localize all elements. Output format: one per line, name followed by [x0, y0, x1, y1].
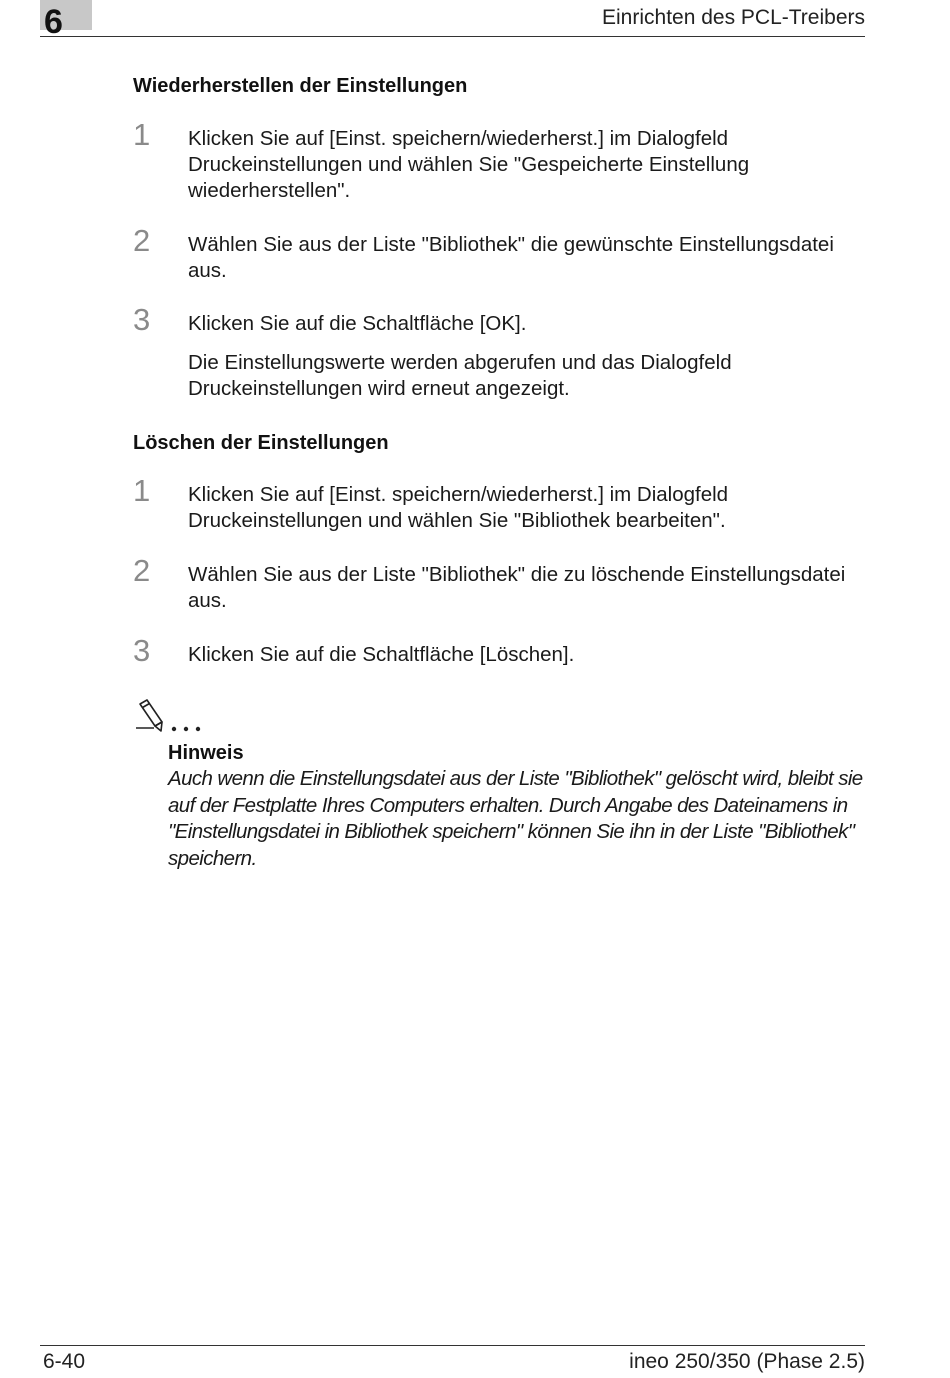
step-text: Klicken Sie auf die Schaltfläche [OK].: [188, 312, 527, 335]
section-title-delete: Löschen der Einstellungen: [133, 432, 389, 454]
page-number: 6-40: [43, 1350, 86, 1373]
note-title: Hinweis: [168, 742, 244, 764]
step-text: Klicken Sie auf die Schaltfläche [Löschen].: [188, 643, 575, 666]
product-name: ineo 250/350 (Phase 2.5): [629, 1350, 865, 1373]
step-number: 1: [133, 473, 151, 508]
step-text: Wählen Sie aus der Liste "Bibliothek" die gewünschte Einstellungsdatei aus.: [188, 233, 834, 282]
pencil-note-icon: [134, 698, 214, 738]
section-title-restore: Wiederherstellen der Einstellungen: [133, 75, 468, 97]
step-text: Wählen Sie aus der Liste "Bibliothek" die zu löschende Einstellungsdatei aus.: [188, 563, 846, 612]
chapter-number: 6: [44, 3, 63, 41]
restore-step-3-result: Die Einstellungswerte werden abgerufen und das Dialogfeld Druckeinstellungen wird erneut angezeigt.: [188, 351, 732, 400]
step-number: 3: [133, 633, 151, 668]
note-text: Auch wenn die Einstellungsdatei aus der Liste "Bibliothek" gelöscht wird, bleibt sie auf der Festplatte Ihres Computers erhalten. Durch Angabe des Dateinamens in "Einstellungsdatei in Bibliothek speichern" können Sie ihn in der Liste "Bibliothek" speichern.: [168, 767, 863, 870]
step-number: 1: [133, 117, 151, 152]
header-divider: [40, 36, 865, 37]
step-text: Klicken Sie auf [Einst. speichern/wiederherst.] im Dialogfeld Druckeinstellungen und wählen Sie "Bibliothek bearbeiten".: [188, 483, 729, 532]
step-number: 2: [133, 223, 151, 258]
step-number: 3: [133, 302, 151, 337]
footer-divider: [40, 1345, 865, 1346]
step-number: 2: [133, 553, 151, 588]
step-text: Klicken Sie auf [Einst. speichern/wiederherst.] im Dialogfeld Druckeinstellungen und wählen Sie "Gespeicherte Einstellung wiederherstellen".: [188, 127, 750, 202]
header-title: Einrichten des PCL-Treibers: [602, 6, 865, 29]
